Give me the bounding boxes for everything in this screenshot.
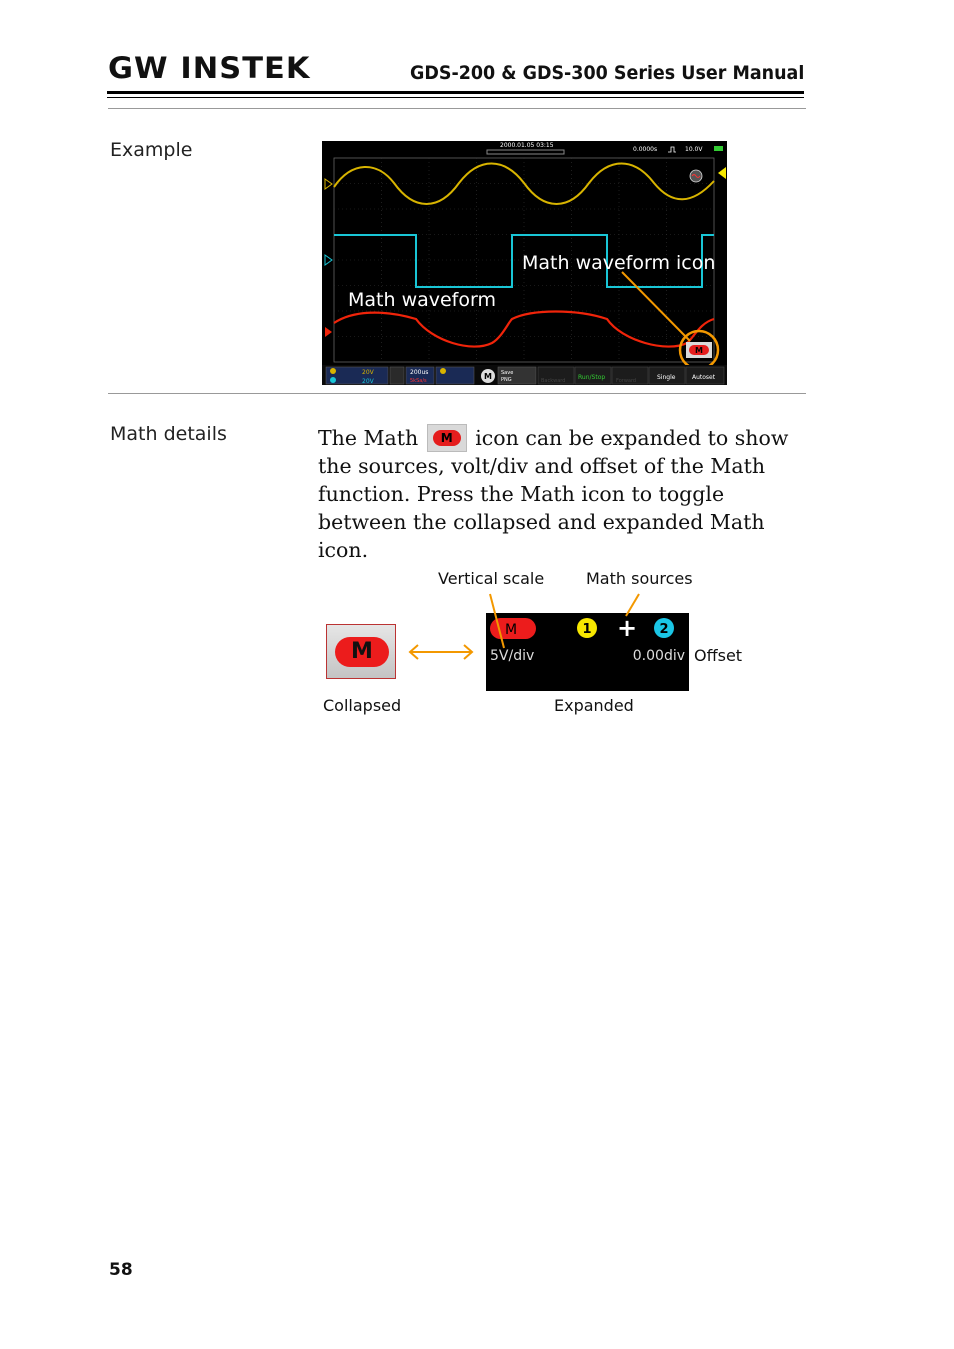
- svg-text:200us: 200us: [410, 369, 429, 376]
- trigger-marker: [718, 167, 726, 179]
- offset-value: 0.00div: [632, 648, 685, 664]
- svg-text:20V: 20V: [362, 369, 374, 376]
- svg-text:20V: 20V: [362, 378, 374, 385]
- header-rule-thin: [107, 97, 804, 98]
- operator: +: [616, 614, 638, 642]
- math-details-text: [318, 424, 808, 564]
- svg-text:M: M: [504, 622, 518, 638]
- svg-text:Run/Stop: Run/Stop: [578, 374, 606, 381]
- ch2-marker: [325, 255, 332, 265]
- offset-label: Offset: [694, 646, 743, 665]
- collapsed-math-icon: [326, 624, 396, 679]
- svg-text:Backward: Backward: [541, 378, 566, 384]
- text-before-icon: The Math: [318, 426, 419, 450]
- brand-logo: GW INSTEK: [108, 51, 311, 85]
- inline-math-icon: M: [427, 424, 467, 452]
- collapsed-label: Collapsed: [323, 696, 402, 715]
- text-after-icon: icon can be expanded to show the sources, volt/div and offset of the Math function. Press the Math icon to toggle between the collapsed and expanded Math icon.: [318, 426, 789, 562]
- svg-text:1: 1: [582, 622, 592, 637]
- math-waveform-icon-label: M: [695, 346, 703, 355]
- svg-text:M: M: [484, 372, 492, 381]
- section-divider-top: [108, 108, 806, 109]
- math-marker: [325, 327, 332, 337]
- screen-datetime: 2000.01.05 03:15: [500, 142, 554, 149]
- ch1-marker: [325, 179, 332, 189]
- oscilloscope-screenshot: [322, 141, 727, 385]
- annotation-math-waveform-icon: Math waveform icon: [522, 252, 716, 274]
- svg-text:Save: Save: [501, 370, 514, 376]
- annotation-math-waveform: Math waveform: [348, 289, 496, 311]
- page-number: 58: [109, 1260, 133, 1280]
- svg-text:PNG: PNG: [501, 377, 512, 383]
- manual-title: GDS-200 & GDS-300 Series User Manual: [410, 62, 805, 84]
- toggle-arrow: [406, 640, 476, 664]
- battery-icon: [714, 146, 723, 151]
- collapsed-math-badge: M: [335, 637, 389, 667]
- svg-text:Single: Single: [657, 374, 676, 381]
- example-label: Example: [110, 139, 193, 161]
- callout-lines: [480, 588, 660, 658]
- screen-time-readout: 0.0000s: [633, 146, 658, 153]
- svg-text:2: 2: [659, 622, 669, 637]
- vertical-scale-label: Vertical scale: [438, 569, 545, 588]
- svg-text:Autoset: Autoset: [692, 374, 716, 381]
- header-rule-thick: [107, 91, 804, 94]
- math-sources-label: Math sources: [586, 569, 693, 588]
- math-details-label: Math details: [110, 423, 227, 445]
- screen-trigger-level: 10.0V: [685, 146, 703, 153]
- svg-text:Forward: Forward: [616, 378, 637, 384]
- section-divider-middle: [108, 393, 806, 394]
- expanded-label: Expanded: [554, 696, 634, 715]
- svg-text:5kSa/s: 5kSa/s: [410, 378, 427, 384]
- volt-div-value: 5V/div: [490, 648, 535, 664]
